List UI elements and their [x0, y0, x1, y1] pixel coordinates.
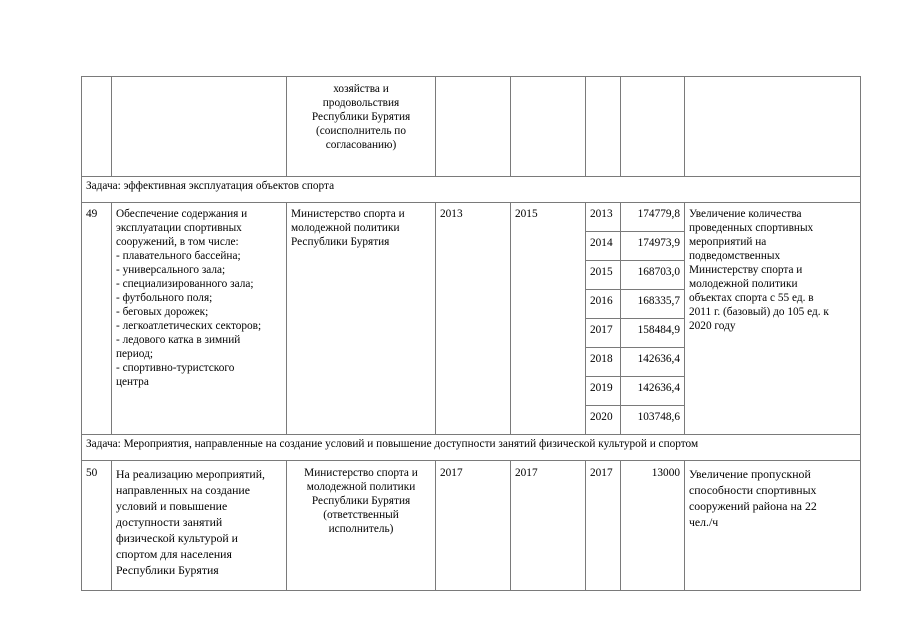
cell-name: На реализацию мероприятий, направленных на создание условий и повышение доступности занятий физической культурой и спортом для населения Республики Бурятия	[112, 461, 287, 591]
section-row	[82, 435, 861, 461]
cell-amount: 142636,4	[621, 377, 685, 406]
table-row-continuation	[82, 77, 861, 177]
cell-amount: 174973,9	[621, 232, 685, 261]
cell-amount: 142636,4	[621, 348, 685, 377]
cell-start	[436, 77, 511, 177]
cell-start: 2013	[436, 203, 511, 435]
cell-responsible: Министерство спорта и молодежной политики Республики Бурятия (ответственный исполнитель)	[287, 461, 436, 591]
cell-responsible: Министерство спорта и молодежной политики Республики Бурятия	[287, 203, 436, 435]
section-title: Задача: Мероприятия, направленные на создание условий и повышение доступности занятий физической культурой и спортом	[82, 435, 861, 461]
cell-responsible: хозяйства и продовольствия Республики Бурятия (соисполнитель по согласованию)	[287, 77, 436, 177]
section-row	[82, 177, 861, 203]
cell-result: Увеличение количества проведенных спортивных мероприятий на подведомственных Министерству спорта и молодежной политики объектах спорта с 55 ед. в 2011 г. (базовый) до 105 ед. к 2020 году	[685, 203, 861, 435]
cell-name	[112, 77, 287, 177]
cell-amount: 13000	[621, 461, 685, 591]
cell-year: 2020	[586, 406, 621, 435]
cell-amount	[621, 77, 685, 177]
cell-amount: 168703,0	[621, 261, 685, 290]
cell-name: Обеспечение содержания и эксплуатации спортивных сооружений, в том числе: - плавательного бассейна; - универсального зала; - специализированного зала; - футбольного поля; - беговых дорожек; - легкоатлетических секторов; - ледового катка в зимний период; - спортивно-туристского центра	[112, 203, 287, 435]
cell-year: 2016	[586, 290, 621, 319]
cell-num: 50	[82, 461, 112, 591]
cell-end	[511, 77, 586, 177]
cell-amount: 103748,6	[621, 406, 685, 435]
cell-year: 2018	[586, 348, 621, 377]
cell-amount: 158484,9	[621, 319, 685, 348]
cell-amount: 174779,8	[621, 203, 685, 232]
cell-end: 2017	[511, 461, 586, 591]
cell-year: 2015	[586, 261, 621, 290]
cell-year: 2019	[586, 377, 621, 406]
cell-num	[82, 77, 112, 177]
cell-result: Увеличение пропускной способности спортивных сооружений района на 22 чел./ч	[685, 461, 861, 591]
cell-year: 2014	[586, 232, 621, 261]
cell-amount: 168335,7	[621, 290, 685, 319]
cell-year: 2013	[586, 203, 621, 232]
cell-start: 2017	[436, 461, 511, 591]
table-row	[82, 203, 861, 232]
table-row	[82, 461, 861, 591]
program-table	[81, 76, 861, 591]
cell-end: 2015	[511, 203, 586, 435]
cell-year	[586, 77, 621, 177]
cell-num: 49	[82, 203, 112, 435]
cell-year: 2017	[586, 461, 621, 591]
section-title: Задача: эффективная эксплуатация объектов спорта	[82, 177, 861, 203]
cell-result	[685, 77, 861, 177]
cell-year: 2017	[586, 319, 621, 348]
